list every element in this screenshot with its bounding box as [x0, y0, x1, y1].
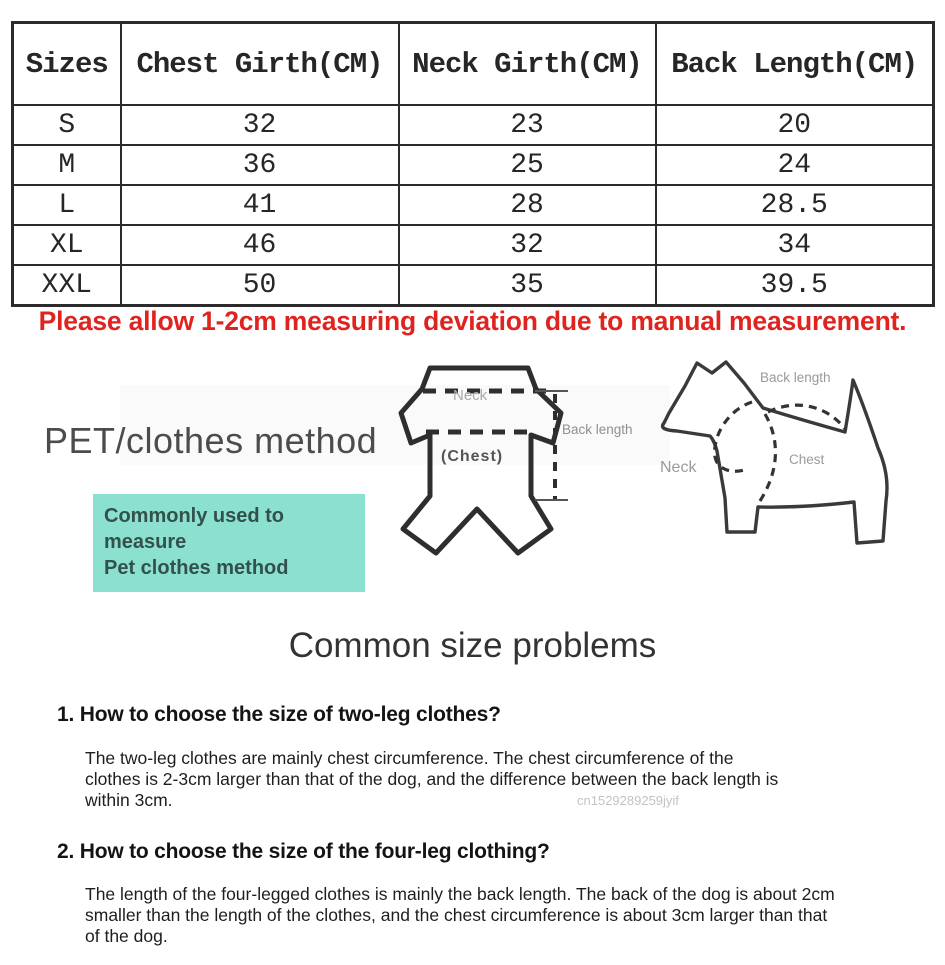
header-neck-girth: Neck Girth(CM) [399, 23, 656, 106]
cell-chest: 50 [121, 265, 399, 306]
clothes-chest-label: (Chest) [441, 448, 504, 465]
faq-answer-2: The length of the four-legged clothes is mainly the back length. The back of the dog is about 2cm smaller than the length of the clothes, and the chest circumference is about 3cm larger than that of the dog. [85, 884, 835, 946]
cell-chest: 41 [121, 185, 399, 225]
cell-chest: 46 [121, 225, 399, 265]
clothes-measure-diagram [393, 360, 645, 592]
size-chart-table [11, 21, 935, 307]
cell-neck: 32 [399, 225, 656, 265]
faq-answer-1: The two-leg clothes are mainly chest circumference. The chest circumference of the clothes is 2-3cm larger than that of the dog, and the difference between the back length is within 3cm. [85, 748, 779, 810]
cell-size: XL [13, 225, 121, 265]
cell-neck: 25 [399, 145, 656, 185]
cell-back: 34 [656, 225, 934, 265]
seller-watermark: cn1529289259jyif [577, 793, 679, 808]
clothes-outline-svg [393, 360, 645, 592]
cell-chest: 36 [121, 145, 399, 185]
measure-highlight-box [93, 494, 365, 592]
table-row [13, 105, 934, 145]
faq-question-1: 1. How to choose the size of two-leg clothes? [57, 703, 501, 726]
table-row [13, 265, 934, 306]
table-row [13, 225, 934, 265]
header-sizes: Sizes [13, 23, 121, 106]
measuring-deviation-note: Please allow 1-2cm measuring deviation due to manual measurement. [38, 306, 907, 336]
table-row [13, 185, 934, 225]
cell-neck: 35 [399, 265, 656, 306]
dog-back-length-label: Back length [760, 370, 831, 385]
table-row [13, 145, 934, 185]
clothes-neck-label: Neck [453, 387, 488, 404]
cell-size: M [13, 145, 121, 185]
size-chart-header-row [13, 23, 934, 106]
cell-back: 28.5 [656, 185, 934, 225]
cell-back: 20 [656, 105, 934, 145]
dog-chest-dash-arc [758, 414, 775, 504]
cell-back: 24 [656, 145, 934, 185]
header-back-length: Back Length(CM) [656, 23, 934, 106]
dog-chest-label: Chest [789, 452, 825, 467]
cell-neck: 23 [399, 105, 656, 145]
highlight-line2: Pet clothes method [104, 557, 289, 579]
dog-measure-diagram [652, 356, 914, 592]
cell-size: S [13, 105, 121, 145]
cell-size: L [13, 185, 121, 225]
dog-neck-label: Neck [660, 459, 697, 476]
highlight-line1: Commonly used to measure [104, 505, 285, 553]
dog-outline-path [663, 362, 887, 543]
cell-chest: 32 [121, 105, 399, 145]
cell-neck: 28 [399, 185, 656, 225]
pet-clothes-method-title: PET/clothes method [44, 420, 378, 461]
cell-size: XXL [13, 265, 121, 306]
faq-question-2: 2. How to choose the size of the four-leg clothing? [57, 840, 550, 863]
faq-title: Common size problems [288, 626, 657, 665]
header-chest-girth: Chest Girth(CM) [121, 23, 399, 106]
dog-back-dash-arc [768, 405, 846, 430]
cell-back: 39.5 [656, 265, 934, 306]
clothes-back-length-label: Back length [562, 422, 633, 437]
